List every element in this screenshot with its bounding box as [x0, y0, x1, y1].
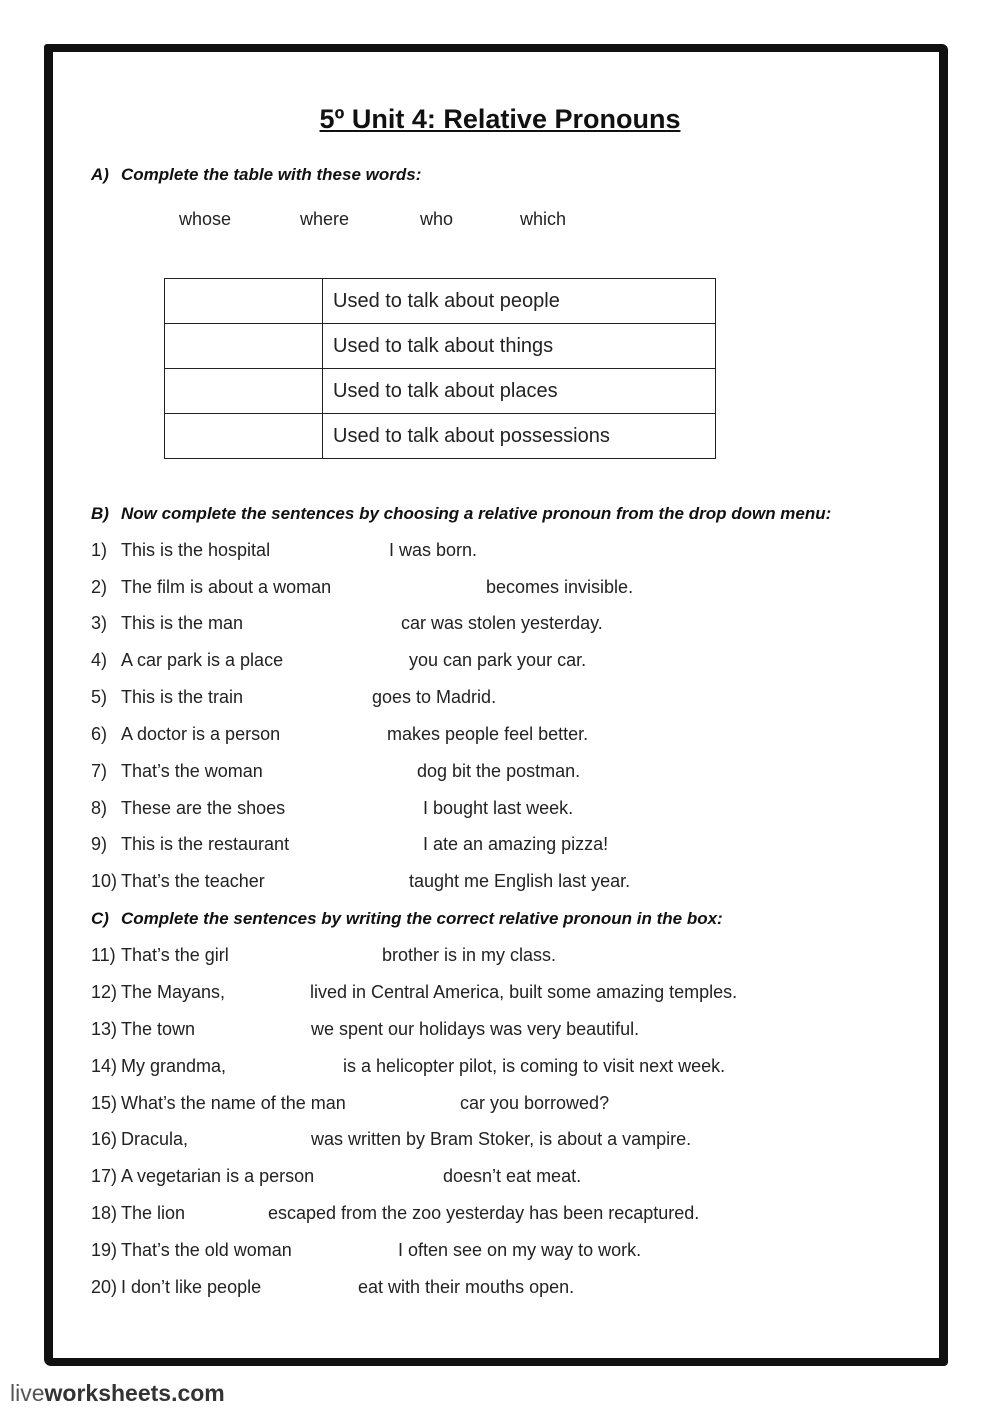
sentence-12: 12) The Mayans, lived in Central America, built some amazing temples. — [91, 982, 738, 1002]
sentence-11: 11) That’s the girl brother is in my class. — [91, 945, 557, 965]
table-cell-description: Used to talk about possessions — [323, 414, 716, 459]
sentence-6: 6) A doctor is a person makes people feel better. — [91, 724, 589, 744]
table-row — [165, 414, 716, 459]
sentence-17: 17) A vegetarian is a person doesn’t eat meat. — [91, 1166, 582, 1186]
word-bank-item: which — [520, 209, 567, 229]
sentence-4: 4) A car park is a place you can park your car. — [91, 650, 587, 670]
sentence-2: 2) The film is about a woman becomes invisible. — [91, 577, 634, 597]
word-bank-item: who — [420, 209, 454, 229]
sentence-8: 8) These are the shoes I bought last week. — [91, 798, 574, 818]
word-bank-item: whose — [179, 209, 232, 229]
section-c-heading: C) Complete the sentences by writing the correct relative pronoun in the box: — [91, 909, 723, 928]
sentence-1: 1) This is the hospital I was born. — [91, 540, 478, 560]
answer-cell-things[interactable] — [165, 324, 323, 369]
sentence-13: 13) The town we spent our holidays was very beautiful. — [91, 1019, 640, 1039]
page-title: 5º Unit 4: Relative Pronouns — [319, 104, 681, 134]
sentence-15: 15) What’s the name of the man car you borrowed? — [91, 1093, 610, 1113]
table-cell-description: Used to talk about people — [323, 279, 716, 324]
word-bank-item: where — [300, 209, 350, 229]
sentence-10: 10) That’s the teacher taught me English last year. — [91, 871, 631, 891]
sentence-20: 20) I don’t like people eat with their mouths open. — [91, 1277, 575, 1297]
answer-cell-people[interactable] — [165, 279, 323, 324]
liveworksheets-logo[interactable]: liveworksheets.com — [10, 1380, 225, 1406]
sentence-7: 7) That’s the woman dog bit the postman. — [91, 761, 581, 781]
answer-cell-places[interactable] — [165, 369, 323, 414]
sentence-3: 3) This is the man car was stolen yesterday. — [91, 613, 603, 633]
table-row — [165, 279, 716, 324]
table-cell-description: Used to talk about places — [323, 369, 716, 414]
sentence-14: 14) My grandma, is a helicopter pilot, is coming to visit next week. — [91, 1056, 726, 1076]
section-b-heading: B) Now complete the sentences by choosing a relative pronoun from the drop down menu: — [91, 504, 832, 523]
table-row — [165, 369, 716, 414]
sentence-9: 9) This is the restaurant I ate an amazing pizza! — [91, 834, 609, 854]
sentence-16: 16) Dracula, was written by Bram Stoker, is about a vampire. — [91, 1129, 692, 1149]
table-row — [165, 324, 716, 369]
section-a-heading: A) Complete the table with these words: — [91, 165, 422, 184]
answer-cell-possessions[interactable] — [165, 414, 323, 459]
table-cell-description: Used to talk about things — [323, 324, 716, 369]
pronoun-table — [164, 278, 716, 459]
sentence-5: 5) This is the train goes to Madrid. — [91, 687, 497, 707]
sentence-18: 18) The lion escaped from the zoo yesterday has been recaptured. — [91, 1203, 700, 1223]
sentence-19: 19) That’s the old woman I often see on my way to work. — [91, 1240, 642, 1260]
